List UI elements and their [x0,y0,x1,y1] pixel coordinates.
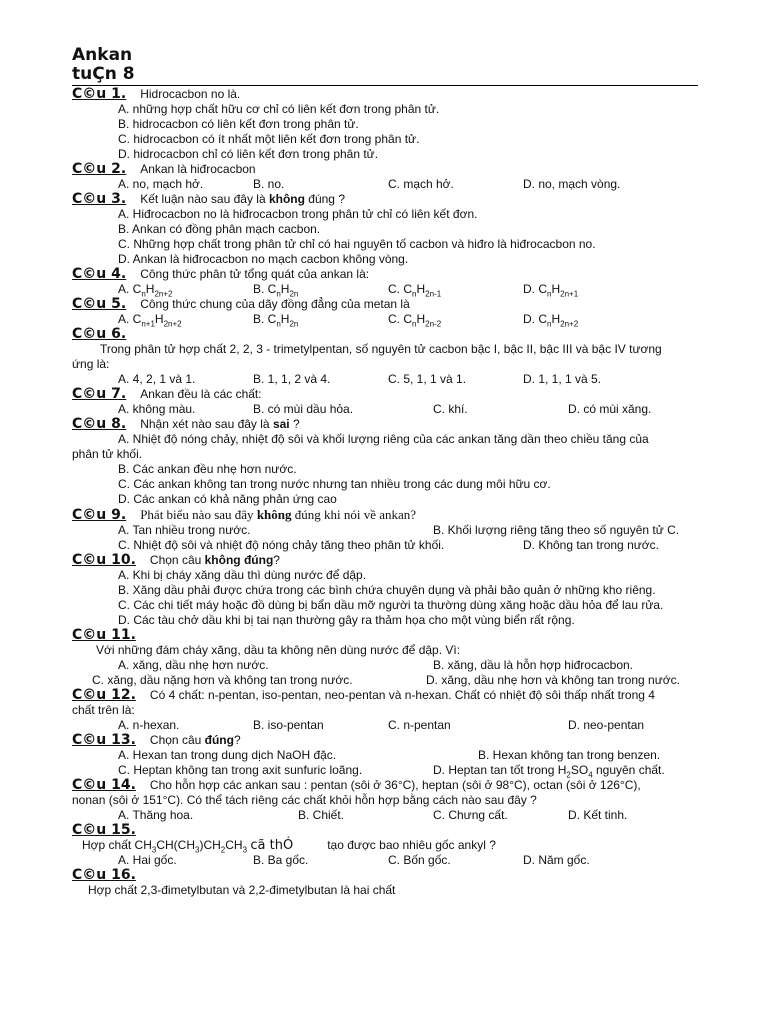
option-d: D. xăng, dầu nhẹ hơn và không tan trong nước. [426,673,680,687]
option-b: B. $C_nH_{2n}$ [253,282,299,299]
question-10 [72,553,698,628]
option-a: A. Thăng hoa. [118,808,194,822]
question-text: Phát biểu nào sau đây [140,507,257,522]
option-a: A. Nhiệt độ nóng chảy, nhiệt độ sôi và khối lượng riêng của các ankan tăng dần theo chiều tăng của [118,432,649,446]
option-a: A. $C_{n+1}H_{2n+2}$ [118,312,182,329]
question-text-end: tạo được bao nhiêu gốc ankyl ? [327,838,496,852]
question-12 [72,688,698,733]
question-7 [72,387,698,417]
header-rule [72,85,698,86]
question-number: C©u 9. [72,507,127,523]
option-c: C. hidrocacbon có ít nhất một liên kết đơn trong phân tử. [118,132,420,146]
question-text-mid: cã thÓ [250,838,294,853]
question-emphasis: đúng [204,733,234,747]
question-text: Chọn câu [149,733,205,747]
option-a: A. Hexan tan trong dung dịch NaOH đặc. [118,748,337,762]
option-b: B. Xăng dầu phải được chứa trong các bình chứa chuyên dụng và phải bảo quản ở những kho riêng. [118,583,656,597]
option-a-cont: phân tử khối. [72,447,143,461]
option-d: D. no, mạch vòng. [523,177,621,191]
question-number: C©u 15. [72,822,136,838]
option-d: D. Kết tinh. [568,808,628,822]
question-text: Hợp chất $CH_3CH(CH_3)CH_2CH_3$ cã thÓ tạo được bao nhiêu gốc ankyl ? [82,838,496,855]
option-c: C. khí. [433,402,468,416]
question-1 [72,87,698,162]
question-13 [72,733,698,778]
option-b: B. Khối lượng riêng tăng theo số nguyên tử C. [433,523,680,537]
question-number: C©u 8. [72,416,127,432]
option-c: C. Bốn gốc. [388,853,451,867]
option-c: C. mạch hở. [388,177,454,191]
question-text: Ankan là hiđrocacbon [140,162,256,176]
question-text: Nhận xét nào sau đây là [140,417,273,431]
option-b: B. xăng, dầu là hỗn hợp hiđrocacbon. [433,658,634,672]
question-text: Chọn câu [149,553,205,567]
question-number: C©u 14. [72,777,136,793]
option-c: C. Heptan không tan trong axit sunfuric loãng. [118,763,363,777]
question-text: Trong phân tử hợp chất 2, 2, 3 - trimetylpentan, số nguyên tử cacbon bậc I, bậc II, bậc III và bậc IV tương [100,342,662,356]
option-a: A. n-hexan. [118,718,180,732]
question-emphasis: không đúng [204,553,274,567]
question-number: C©u 1. [72,86,127,102]
question-number: C©u 4. [72,266,127,282]
question-4 [72,267,698,297]
option-c: C. Các ankan không tan trong nước nhưng tan nhiều trong các dung môi hữu cơ. [118,477,551,491]
question-text-start: Hợp chất CH [82,838,152,852]
option-d-text-end: nguyên chất. [592,763,665,777]
option-b: B. $C_nH_{2n}$ [253,312,299,329]
question-number: C©u 10. [72,552,136,568]
option-c: C. $C_nH_{2n-1}$ [388,282,442,299]
option-d: D. Không tan trong nước. [523,538,659,552]
question-number: C©u 11. [72,627,136,643]
option-b: B. Chiết. [298,808,345,822]
option-c: C. n-pentan [388,718,451,732]
option-d: D. Các tàu chở dầu khi bị tai nạn thường gây ra thảm họa cho một vùng biển rất rộng. [118,613,575,627]
question-15 [72,823,698,868]
option-d: D. $C_nH_{2n+2}$ [523,312,579,329]
option-c: C. Chưng cất. [433,808,508,822]
question-text-end: ? [233,733,241,747]
question-emphasis: không [268,192,305,206]
question-text-end: đúng ? [304,192,345,206]
option-d: D. neo-pentan [568,718,645,732]
question-text-cont: nonan (sôi ở 151°C). Có thể tách riêng các chất khỏi hỗn hợp bằng cách nào sau đây ? [72,793,537,807]
question-text: Hợp chất 2,3-đimetylbutan và 2,2-đimetylbutan là hai chất [88,883,396,897]
question-text: Hidrocacbon no là. [140,87,241,101]
option-d: D. hidrocacbon chỉ có liên kết đơn trong phân tử. [118,147,379,161]
question-text: Với những đám cháy xăng, dầu ta không nên dùng nước để dập. Vì: [96,643,461,657]
option-b: B. hidrocacbon có liên kết đơn trong phân tử. [118,117,359,131]
option-d: D. 1, 1, 1 và 5. [523,372,602,386]
option-a: A. Tan nhiều trong nước. [118,523,251,537]
option-a: A. Hiđrocacbon no là hiđrocacbon trong phân tử chỉ có liên kết đơn. [118,207,478,221]
option-a: A. Khi bị cháy xăng dầu thì dùng nước để dập. [118,568,367,582]
option-c: C. xăng, dầu nặng hơn và không tan trong nước. [92,673,353,687]
question-text-end: đúng khi nói về ankan? [291,507,417,522]
option-a: A. 4, 2, 1 và 1. [118,372,196,386]
question-text: Cho hỗn hợp các ankan sau : pentan (sôi ở 36°C), heptan (sôi ở 98°C), octan (sôi ở 126°C), [149,778,641,792]
question-16 [72,868,698,898]
question-number: C©u 2. [72,161,127,177]
option-a: A. $C_nH_{2n+2}$ [118,282,173,299]
option-b: B. iso-pentan [253,718,324,732]
option-c: C. $C_nH_{2n-2}$ [388,312,442,329]
question-text-cont: ứng là: [72,357,110,371]
question-6 [72,327,698,387]
question-text: Có 4 chất: n-pentan, iso-pentan, neo-pentan và n-hexan. Chất có nhiệt độ sôi thấp nhất trong 4 [149,688,655,702]
question-text: Ankan đều là các chất: [140,387,262,401]
option-a: A. những hợp chất hữu cơ chỉ có liên kết đơn trong phân tử. [118,102,440,116]
option-c: C. 5, 1, 1 và 1. [388,372,467,386]
option-d: D. Heptan tan tốt trong $H_2SO_4$ nguyên chất. [433,763,665,780]
option-a: A. Hai gốc. [118,853,177,867]
option-b: B. Hexan không tan trong benzen. [478,748,661,762]
worksheet [72,46,698,898]
option-a: A. xăng, dầu nhẹ hơn nước. [118,658,269,672]
question-9 [72,507,698,553]
option-c: C. Các chi tiết máy hoặc đồ dùng bị bẩn dầu mỡ người ta thường dùng xăng hoặc dầu hỏa để lau rửa. [118,598,664,612]
option-d: D. $C_nH_{2n+1}$ [523,282,579,299]
question-number: C©u 5. [72,296,127,312]
option-d: D. Các ankan có khả năng phản ứng cao [118,492,337,506]
question-emphasis: sai [272,417,290,431]
option-d: D. Năm gốc. [523,853,590,867]
question-number: C©u 16. [72,867,136,883]
option-a: A. không màu. [118,402,196,416]
question-text-end: ? [289,417,300,431]
option-b: B. Ankan có đồng phân mạch cacbon. [118,222,321,236]
question-11 [72,628,698,688]
option-c: C. Những hợp chất trong phân tử chỉ có hai nguyên tố cacbon và hiđro là hiđrocacbon no. [118,237,596,251]
question-3 [72,192,698,267]
option-d: D. Ankan là hiđrocacbon no mạch cacbon không vòng. [118,252,409,266]
option-b: B. có mùi dầu hỏa. [253,402,354,416]
option-b: B. Các ankan đều nhẹ hơn nước. [118,462,297,476]
option-c: C. Nhiệt độ sôi và nhiệt độ nóng chảy tăng theo phân tử khối. [118,538,445,552]
question-14 [72,778,698,823]
question-text: Công thức phân tử tổng quát của ankan là: [140,267,370,281]
doc-title: Ankan [72,45,133,65]
question-text-end: ? [273,553,280,567]
question-number: C©u 7. [72,386,127,402]
option-b: B. no. [253,177,285,191]
question-number: C©u 12. [72,687,136,703]
option-a: A. no, mạch hở. [118,177,204,191]
question-5 [72,297,698,327]
question-number: C©u 13. [72,732,136,748]
option-b: B. 1, 1, 2 và 4. [253,372,331,386]
question-emphasis: không [256,507,292,522]
question-text: Kết luận nào sau đây là [140,192,269,206]
question-text: Công thức chung của dãy đồng đẳng của metan là [140,297,410,311]
question-text-cont: chất trên là: [72,703,135,717]
question-number: C©u 3. [72,191,127,207]
question-2 [72,162,698,192]
option-b: B. Ba gốc. [253,853,309,867]
doc-subtitle: tuÇn 8 [72,64,135,84]
question-number: C©u 6. [72,326,127,342]
question-8 [72,417,698,507]
option-d-text: D. Heptan tan tốt trong H [433,763,567,777]
option-d: D. có mùi xăng. [568,402,652,416]
